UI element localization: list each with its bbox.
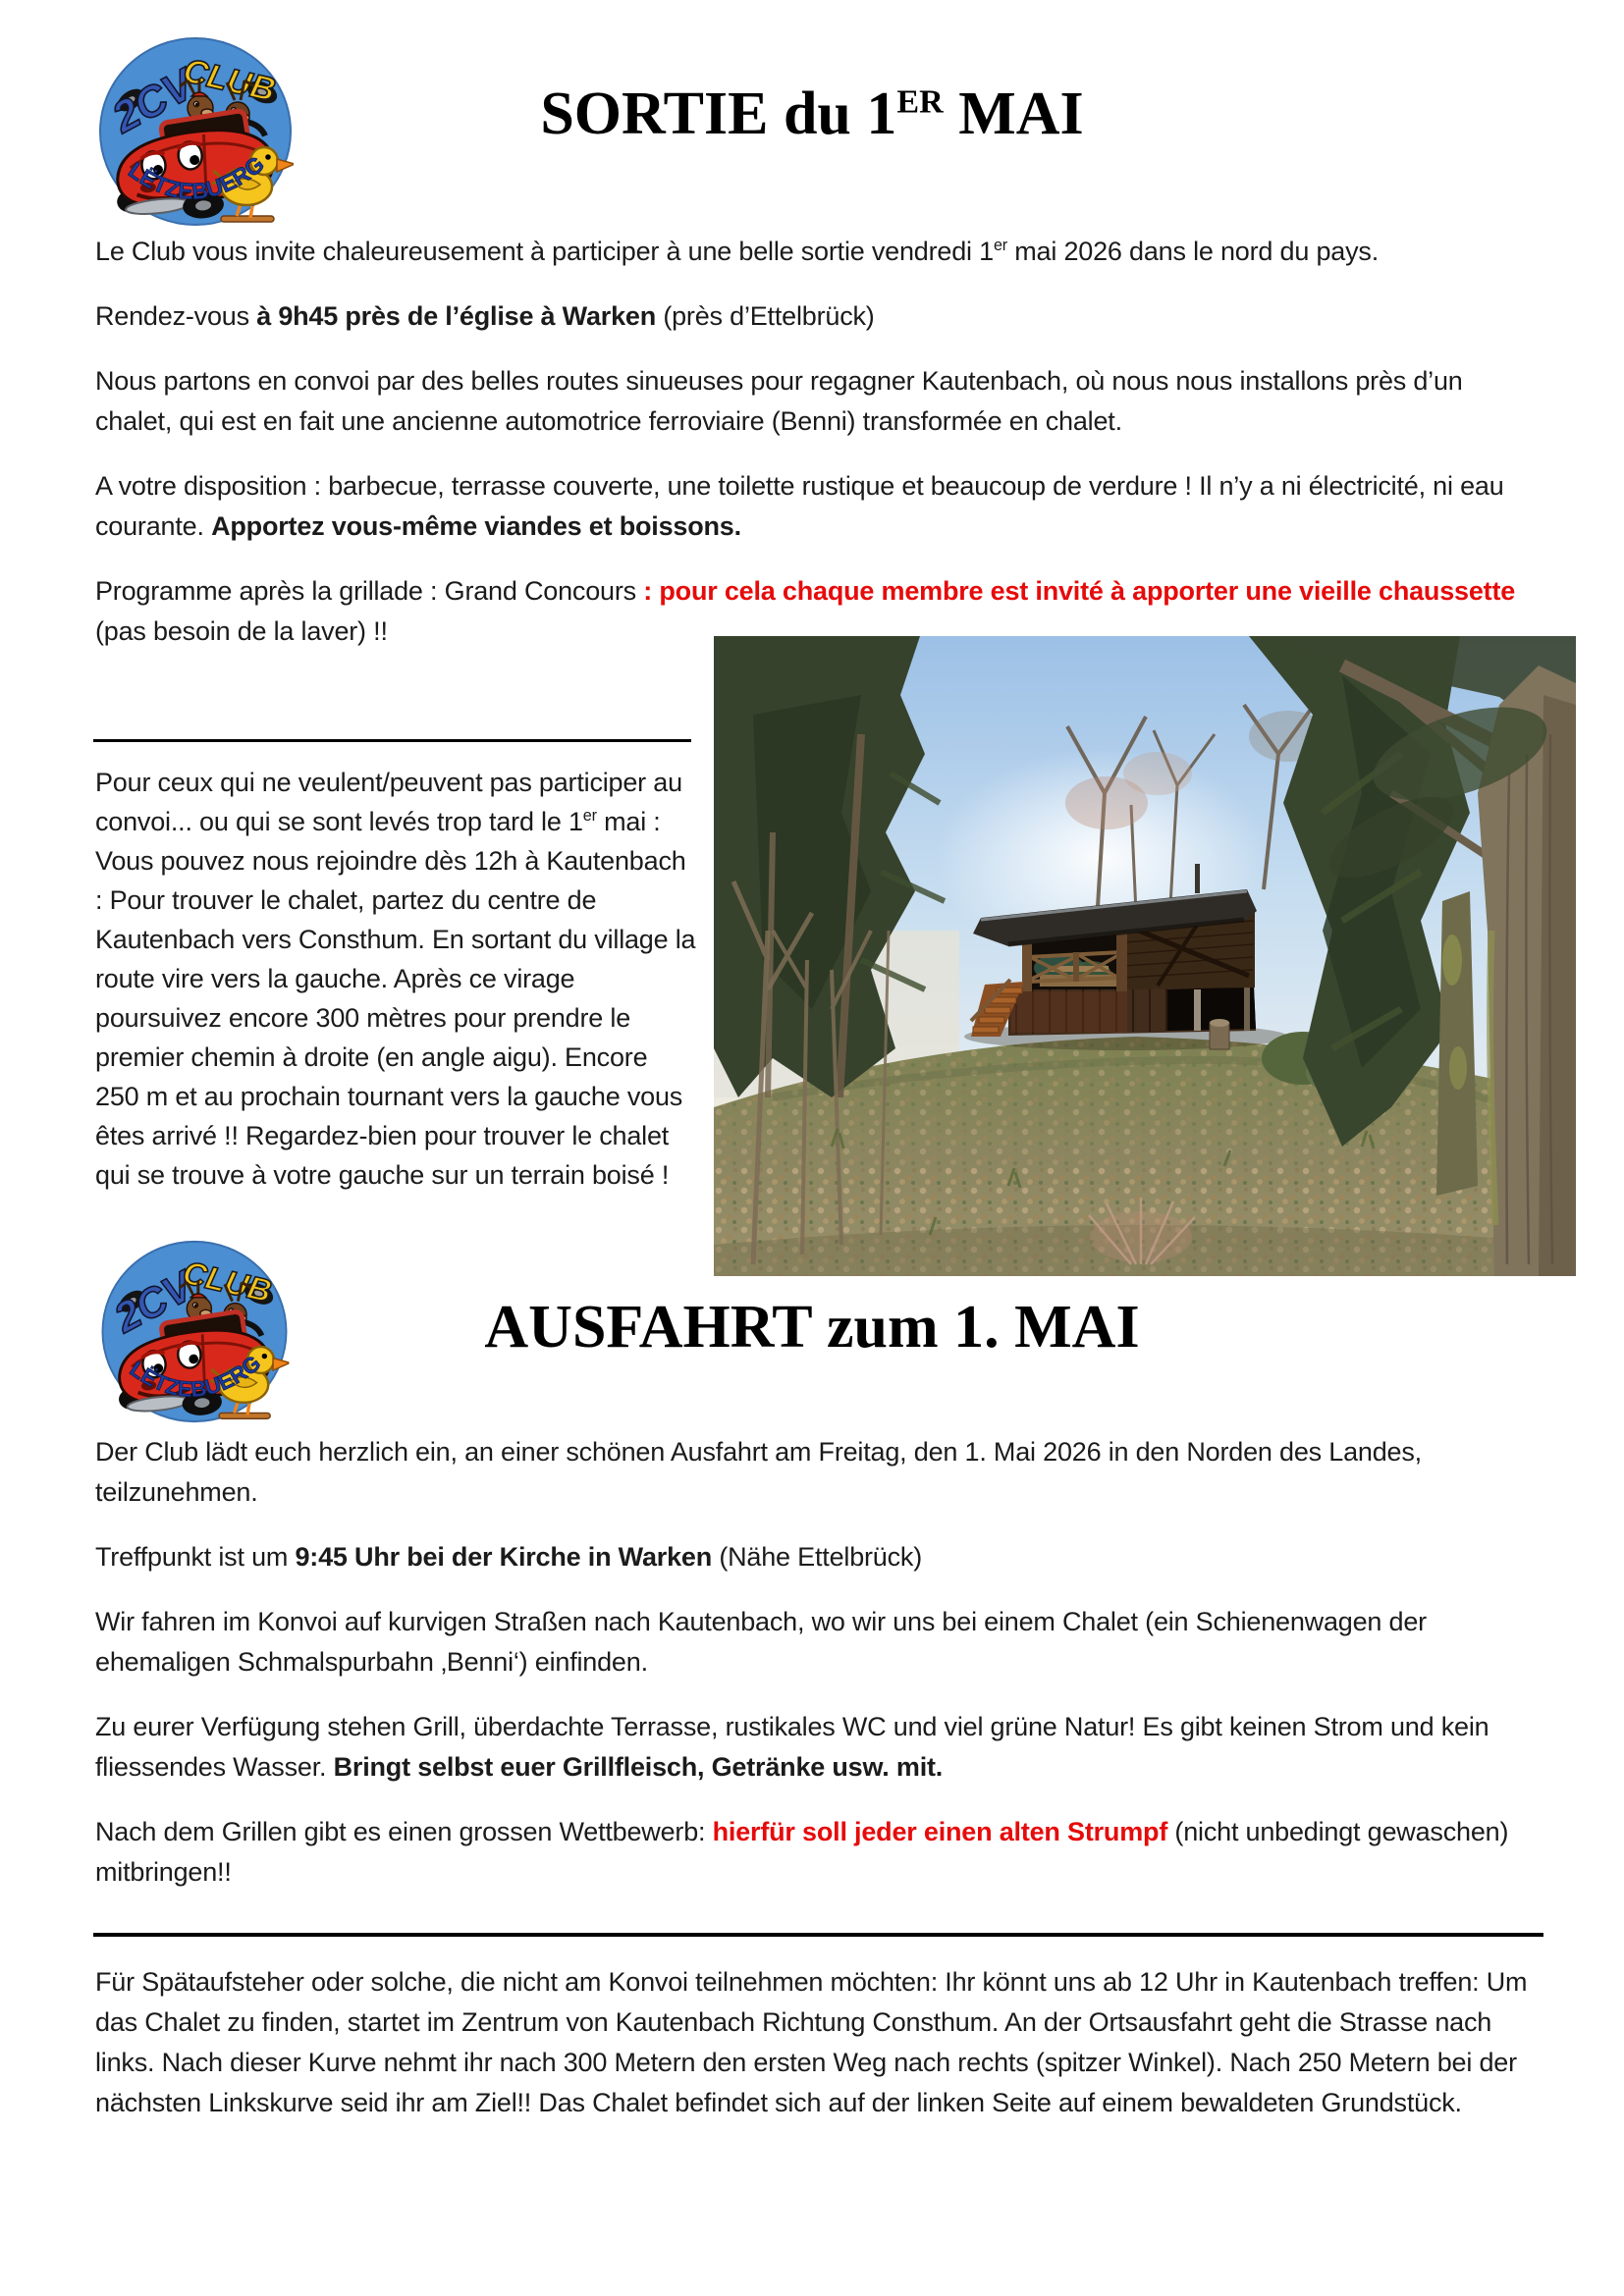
paragraph-rendezvous-fr: Rendez-vous à 9h45 près de l’église à Warken (près d’Ettelbrück) [95, 301, 875, 331]
paragraph-anfahrt-de: Für Spätaufsteher oder solche, die nicht am Konvoi teilnehmen möchten: Ihr könnt uns ab 12 Uhr in Kautenbach treffen: Um das Chalet zu finden, startet im Zentrum von Kautenbach Richtung Consthum. An der Ortsausfahrt geht die Strasse nach links. Nach dieser Kurve nehmt ihr nach 300 Metern den ersten Weg nach rechts (spitzer Winkel). Nach 250 Metern bei der nächsten Linkskurve seid ihr am Ziel!! Das Chalet befindet sich auf der linken Seite auf einem bewaldeten Grundstück. [95, 1967, 1528, 2117]
french-title: SORTIE du 1ER MAI [540, 80, 1084, 147]
french-paragraphs [95, 232, 1539, 676]
section-divider [93, 739, 691, 742]
footer-divider [93, 1933, 1543, 1937]
paragraph-convoi-fr: Nous partons en convoi par des belles routes sinueuses pour regagner Kautenbach, où nous nous installons près d’un chalet, qui est en fait une ancienne automotrice ferroviaire (Benni) transformée en chalet. [95, 366, 1463, 436]
paragraph-invitation-fr: Le Club vous invite chaleureusement à participer à une belle sortie vendredi 1er mai 2026 dans le nord du pays. [95, 237, 1380, 266]
paragraph-wettbewerb-de: Nach dem Grillen gibt es einen grossen Wettbewerb: hierfür soll jeder einen alten Strumpf (nicht unbedingt gewaschen) mitbringen!! [95, 1817, 1509, 1887]
german-title: AUSFAHRT zum 1. MAI [484, 1294, 1140, 1361]
french-directions-column [95, 763, 698, 1195]
paragraph-ausstattung-de: Zu eurer Verfügung stehen Grill, überdachte Terrasse, rustikales WC und viel grüne Natur! Es gibt keinen Strom und kein fliessendes Wasser. Bringt selbst euer Grillfleisch, Getränke usw. mit. [95, 1712, 1489, 1782]
paragraph-directions-fr: Pour ceux qui ne veulent/peuvent pas participer au convoi... ou qui se sont levés trop tard le 1er mai : Vous pouvez nous rejoindre dès 12h à Kautenbach : Pour trouver le chalet, partez du centre de Kautenbach vers Consthum. En sortant du village la route vire vers la gauche. Après ce virage poursuivez encore 300 mètres pour prendre le premier chemin à droite (en angle aigu). Encore 250 m et au prochain tournant vers la gauche vous êtes arrivé !! Regardez-bien pour trouver le chalet qui se trouve à votre gauche sur un terrain boisé ! [95, 768, 696, 1190]
german-directions [95, 1962, 1541, 2123]
paragraph-einladung-de: Der Club lädt euch herzlich ein, an einer schönen Ausfahrt am Freitag, den 1. Mai 2026 in den Norden des Landes, teilzunehmen. [95, 1437, 1422, 1507]
paragraph-concours-fr: Programme après la grillade : Grand Concours : pour cela chaque membre est invité à apporter une vieille chaussette (pas besoin de la laver) !! [95, 576, 1516, 646]
paragraph-konvoi-de: Wir fahren im Konvoi auf kurvigen Straßen nach Kautenbach, wo wir uns bei einem Chalet (ein Schienenwagen der ehemaligen Schmalspurbahn ‚Benni‘) einfinden. [95, 1607, 1427, 1677]
paragraph-equipement-fr: A votre disposition : barbecue, terrasse couverte, une toilette rustique et beaucoup de verdure ! Il n’y a ni électricité, ni eau courante. Apportez vous-même viandes et boissons. [95, 471, 1504, 541]
paragraph-treffpunkt-de: Treffpunkt ist um 9:45 Uhr bei der Kirche in Warken (Nähe Ettelbrück) [95, 1542, 923, 1572]
german-paragraphs [95, 1432, 1541, 1917]
chalet-photo [714, 636, 1576, 1276]
